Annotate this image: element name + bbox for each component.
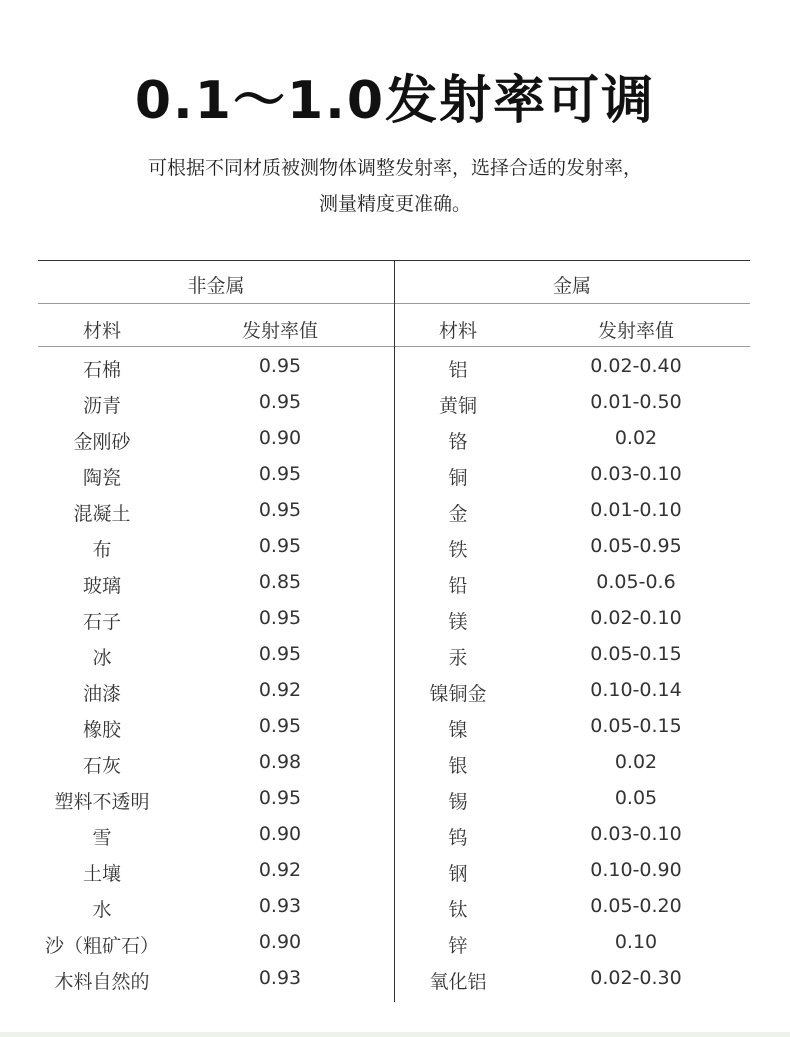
metal-value-cell: 0.01-0.10 — [590, 499, 682, 521]
metal-value-cell: 0.05-0.20 — [590, 895, 682, 917]
metal-table-row — [394, 782, 750, 818]
metal-value-cell: 0.01-0.50 — [590, 391, 682, 413]
description-line-1: 可根据不同材质被测物体调整发射率，选择合适的发射率， — [147, 157, 642, 179]
metal-table-row — [394, 818, 750, 854]
non-metal-value-cell: 0.95 — [258, 535, 302, 557]
non-metal-material-cell: 混凝土 — [73, 503, 131, 525]
metal-value-cell: 0.10-0.90 — [590, 859, 682, 881]
metal-value-cell: 0.02-0.40 — [590, 355, 682, 377]
page-title: 0.1～1.0发射率可调 — [134, 71, 656, 131]
non-metal-material-cell: 水 — [92, 899, 112, 921]
non-metal-value-cell: 0.95 — [258, 643, 302, 665]
non-metal-table-row — [38, 458, 394, 494]
non-metal-material-cell: 布 — [92, 539, 112, 561]
non-metal-material-cell: 沙（粗矿石） — [44, 935, 159, 957]
non-metal-value-cell: 0.93 — [258, 967, 302, 989]
metal-material-cell: 金 — [448, 503, 468, 525]
non-metal-material-cell: 玻璃 — [82, 575, 121, 597]
non-metal-value-cell: 0.95 — [258, 787, 302, 809]
metal-material-cell: 锡 — [448, 791, 468, 813]
metal-material-cell: 镍 — [448, 719, 468, 741]
non-metal-table-row — [38, 818, 394, 854]
non-metal-value-cell: 0.93 — [258, 895, 302, 917]
metal-table-row — [394, 422, 750, 458]
metal-material-header: 材料 — [438, 320, 477, 342]
non-metal-table-row — [38, 962, 394, 998]
non-metal-material-cell: 塑料不透明 — [54, 791, 150, 813]
metal-material-cell: 镁 — [448, 611, 468, 633]
description-line-2: 测量精度更准确。 — [318, 193, 471, 215]
non-metal-value-cell: 0.90 — [258, 931, 302, 953]
metal-material-cell: 银 — [448, 755, 468, 777]
non-metal-material-cell: 石棉 — [82, 359, 121, 381]
non-metal-table-row — [38, 530, 394, 566]
metal-table-row — [394, 962, 750, 998]
non-metal-table-row — [38, 710, 394, 746]
non-metal-material-cell: 雪 — [92, 827, 112, 849]
metal-value-cell: 0.05-0.15 — [590, 643, 682, 665]
metal-group-header: 金属 — [552, 275, 591, 297]
metal-material-cell: 铬 — [448, 431, 468, 453]
metal-value-cell: 0.03-0.10 — [590, 823, 682, 845]
non-metal-table-row — [38, 674, 394, 710]
non-metal-value-cell: 0.85 — [258, 571, 302, 593]
non-metal-value-cell: 0.95 — [258, 499, 302, 521]
metal-material-cell: 锌 — [448, 935, 468, 957]
metal-value-cell: 0.10-0.14 — [590, 679, 682, 701]
non-metal-material-cell: 土壤 — [82, 863, 121, 885]
metal-material-cell: 钢 — [448, 863, 468, 885]
non-metal-value-cell: 0.90 — [258, 427, 302, 449]
metal-material-cell: 铜 — [448, 467, 468, 489]
non-metal-material-cell: 石灰 — [82, 755, 121, 777]
non-metal-table-row — [38, 566, 394, 602]
metal-value-cell: 0.03-0.10 — [590, 463, 682, 485]
metal-material-cell: 铅 — [448, 575, 468, 597]
non-metal-material-cell: 金刚砂 — [73, 431, 131, 453]
non-metal-material-cell: 陶瓷 — [82, 467, 121, 489]
metal-material-cell: 黄铜 — [438, 395, 477, 417]
non-metal-value-cell: 0.92 — [258, 859, 302, 881]
metal-table-row — [394, 854, 750, 890]
metal-material-cell: 汞 — [448, 647, 468, 669]
non-metal-material-cell: 冰 — [92, 647, 112, 669]
metal-value-cell: 0.02-0.30 — [590, 967, 682, 989]
non-metal-material-header: 材料 — [82, 320, 121, 342]
non-metal-material-cell: 油漆 — [82, 683, 121, 705]
metal-value-cell: 0.05 — [614, 787, 658, 809]
metal-table-row — [394, 638, 750, 674]
non-metal-value-cell: 0.98 — [258, 751, 302, 773]
metal-table-row — [394, 386, 750, 422]
non-metal-value-cell: 0.95 — [258, 391, 302, 413]
metal-value-cell: 0.02-0.10 — [590, 607, 682, 629]
non-metal-group-header: 非金属 — [187, 275, 245, 297]
non-metal-table-row — [38, 638, 394, 674]
metal-material-cell: 钨 — [448, 827, 468, 849]
non-metal-value-cell: 0.90 — [258, 823, 302, 845]
metal-value-cell: 0.05-0.95 — [590, 535, 682, 557]
metal-table-row — [394, 926, 750, 962]
metal-value-cell: 0.02 — [614, 427, 658, 449]
description — [0, 150, 790, 222]
bottom-strip — [0, 1032, 790, 1037]
non-metal-value-header: 发射率值 — [241, 320, 318, 342]
metal-material-cell: 铝 — [448, 359, 468, 381]
non-metal-table-row — [38, 926, 394, 962]
metal-table-row — [394, 602, 750, 638]
non-metal-table-row — [38, 350, 394, 386]
metal-value-cell: 0.05-0.15 — [590, 715, 682, 737]
non-metal-value-cell: 0.95 — [258, 715, 302, 737]
metal-table-row — [394, 350, 750, 386]
non-metal-value-cell: 0.92 — [258, 679, 302, 701]
non-metal-table-row — [38, 890, 394, 926]
metal-table-row — [394, 530, 750, 566]
non-metal-table-row — [38, 854, 394, 890]
non-metal-material-cell: 石子 — [82, 611, 121, 633]
non-metal-material-cell: 木料自然的 — [54, 971, 150, 993]
metal-table-row — [394, 566, 750, 602]
non-metal-table-row — [38, 602, 394, 638]
metal-table-row — [394, 746, 750, 782]
non-metal-table-row — [38, 746, 394, 782]
metal-material-cell: 镍铜金 — [429, 683, 487, 705]
metal-table-row — [394, 674, 750, 710]
metal-material-cell: 铁 — [448, 539, 468, 561]
non-metal-value-cell: 0.95 — [258, 607, 302, 629]
non-metal-material-cell: 沥青 — [82, 395, 121, 417]
metal-value-cell: 0.05-0.6 — [596, 571, 676, 593]
emissivity-table — [38, 260, 750, 1002]
metal-table-row — [394, 458, 750, 494]
non-metal-table-row — [38, 422, 394, 458]
metal-table-row — [394, 890, 750, 926]
non-metal-table-row — [38, 386, 394, 422]
metal-material-cell: 钛 — [448, 899, 468, 921]
metal-table-row — [394, 710, 750, 746]
metal-value-header: 发射率值 — [597, 320, 674, 342]
non-metal-material-cell: 橡胶 — [82, 719, 121, 741]
non-metal-table-row — [38, 782, 394, 818]
non-metal-value-cell: 0.95 — [258, 355, 302, 377]
non-metal-table-row — [38, 494, 394, 530]
metal-material-cell: 氧化铝 — [429, 971, 487, 993]
metal-table-row — [394, 494, 750, 530]
non-metal-value-cell: 0.95 — [258, 463, 302, 485]
metal-value-cell: 0.02 — [614, 751, 658, 773]
metal-value-cell: 0.10 — [614, 931, 658, 953]
